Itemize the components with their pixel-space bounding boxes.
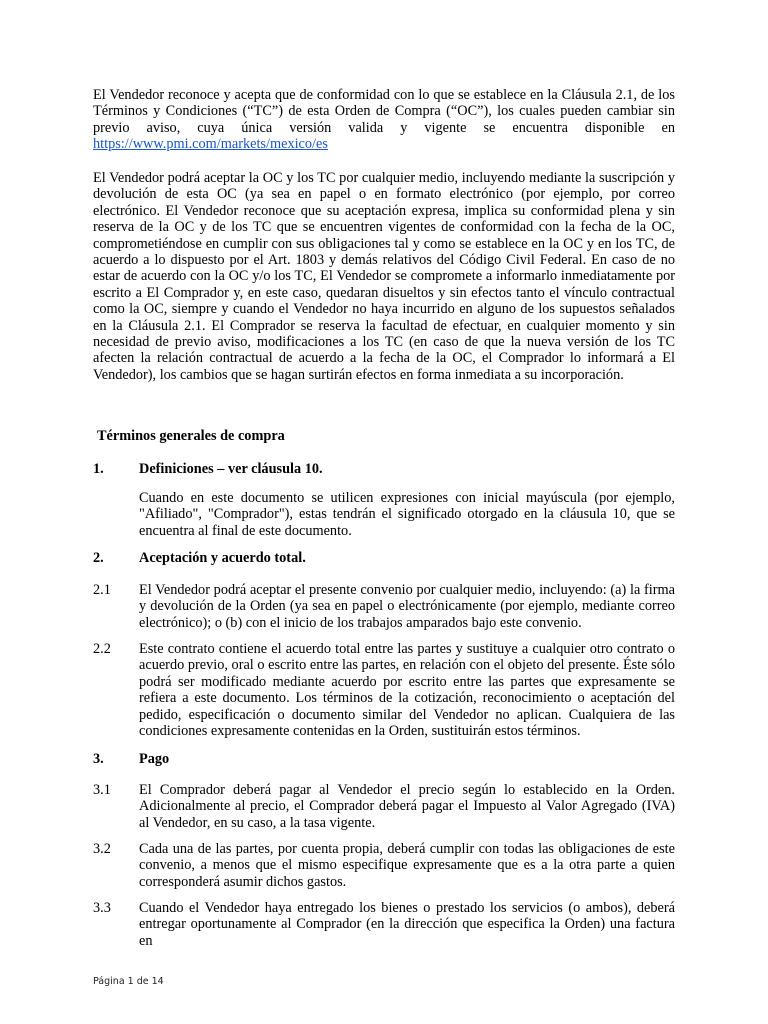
clause-3-2-number: 3.2 xyxy=(93,841,111,857)
section-2-title: Aceptación y acuerdo total. xyxy=(139,550,306,566)
section-3-title: Pago xyxy=(139,751,170,767)
clause-3-3-text: Cuando el Vendedor haya entregado los bienes o prestado los servicios (o ambos), deberá entregar oportunamente al Comprador (en la dirección que especifica la Orden) una factura en xyxy=(139,900,675,949)
clause-2-2-text: Este contrato contiene el acuerdo total entre las partes y sustituye a cualquier otro contrato o acuerdo previo, oral o escrito entre las partes, en relación con el objeto del presente. Éste sólo podrá ser modificado mediante acuerdo por escrito entre las partes que expresamente se refiera a este documento. Los términos de la cotización, reconocimiento o aceptación del pedido, especificación o documento similar del Vendedor no aplican. Cualquiera de las condiciones expresamente contenidas en la Orden, sustituirán estos términos. xyxy=(139,641,675,740)
section-2-number: 2. xyxy=(93,550,104,566)
clause-3-1-text: El Comprador deberá pagar al Vendedor el precio según lo establecido en la Orden. Adicionalmente al precio, el Comprador deberá pagar el Impuesto al Valor Agregado (IVA) al Vendedor, en su caso, a la tasa vigente. xyxy=(139,782,675,831)
clause-2-2-number: 2.2 xyxy=(93,641,111,657)
general-terms-heading: Términos generales de compra xyxy=(97,428,285,444)
clause-3-3-number: 3.3 xyxy=(93,900,111,916)
pmi-link[interactable]: https://www.pmi.com/markets/mexico/es xyxy=(93,136,328,153)
section-1-text: Cuando en este documento se utilicen expresiones con inicial mayúscula (por ejemplo, "Afiliado", "Comprador"), estas tendrán el significado otorgado en la cláusula 10, que se encuentra al final de este documento. xyxy=(139,490,675,539)
page-number-footer: Página 1 de 14 xyxy=(93,976,164,987)
intro-paragraph-2: El Vendedor podrá aceptar la OC y los TC por cualquier medio, incluyendo mediante la suscripción y devolución de esta OC (ya sea en papel o en formato electrónico (por ejemplo, por correo electrónico. El Vendedor reconoce que su aceptación expresa, implica su conformidad plena y sin reserva de la OC y de los TC que se encuentren vigentes de conformidad con la fecha de la OC, comprometiéndose en cumplir con sus obligaciones tal y como se establece en la OC y en los TC, de acuerdo a lo dispuesto por el Art. 1803 y demás relativos del Código Civil Federal. En caso de no estar de acuerdo con la OC y/o los TC, El Vendedor se compromete a informarlo inmediatamente por escrito a El Comprador y, en este caso, quedaran disueltos y sin efectos tanto el vínculo contractual como la OC, siempre y cuando el Vendedor no haya incurrido en alguno de los supuestos señalados en la Cláusula 2.1. El Comprador se reserva la facultad de efectuar, en cualquier momento y sin necesidad de previo aviso, modificaciones a los TC (en caso de que la nueva versión de los TC afecten la relación contractual de acuerdo a la fecha de la OC, el Comprador lo informará a El Vendedor), los cambios que se hagan surtirán efectos en forma inmediata a su incorporación. xyxy=(93,170,675,383)
clause-3-2-text: Cada una de las partes, por cuenta propia, deberá cumplir con todas las obligaciones de este convenio, a menos que el mismo especifique expresamente que es a la otra parte a quien corresponderá asumir dichos gastos. xyxy=(139,841,675,890)
clause-3-1-number: 3.1 xyxy=(93,782,111,798)
intro-paragraph-1 xyxy=(93,87,675,153)
clause-2-1-text: El Vendedor podrá aceptar el presente convenio por cualquier medio, incluyendo: (a) la firma y devolución de la Orden (ya sea en papel o electrónicamente (por ejemplo, mediante correo electrónico); o (b) con el inicio de los trabajos amparados bajo este convenio. xyxy=(139,582,675,631)
clause-2-1-number: 2.1 xyxy=(93,582,111,598)
section-1-title: Definiciones – ver cláusula 10. xyxy=(139,461,323,477)
intro-paragraph-1-text: El Vendedor reconoce y acepta que de conformidad con lo que se establece en la Cláusula 2.1, de los Términos y Condiciones (“TC”) de esta Orden de Compra (“OC”), los cuales pueden cambiar sin previo aviso, cuya única versión valida y vigente se encuentra disponible en xyxy=(93,87,675,136)
section-3-number: 3. xyxy=(93,751,104,767)
section-1-number: 1. xyxy=(93,461,104,477)
